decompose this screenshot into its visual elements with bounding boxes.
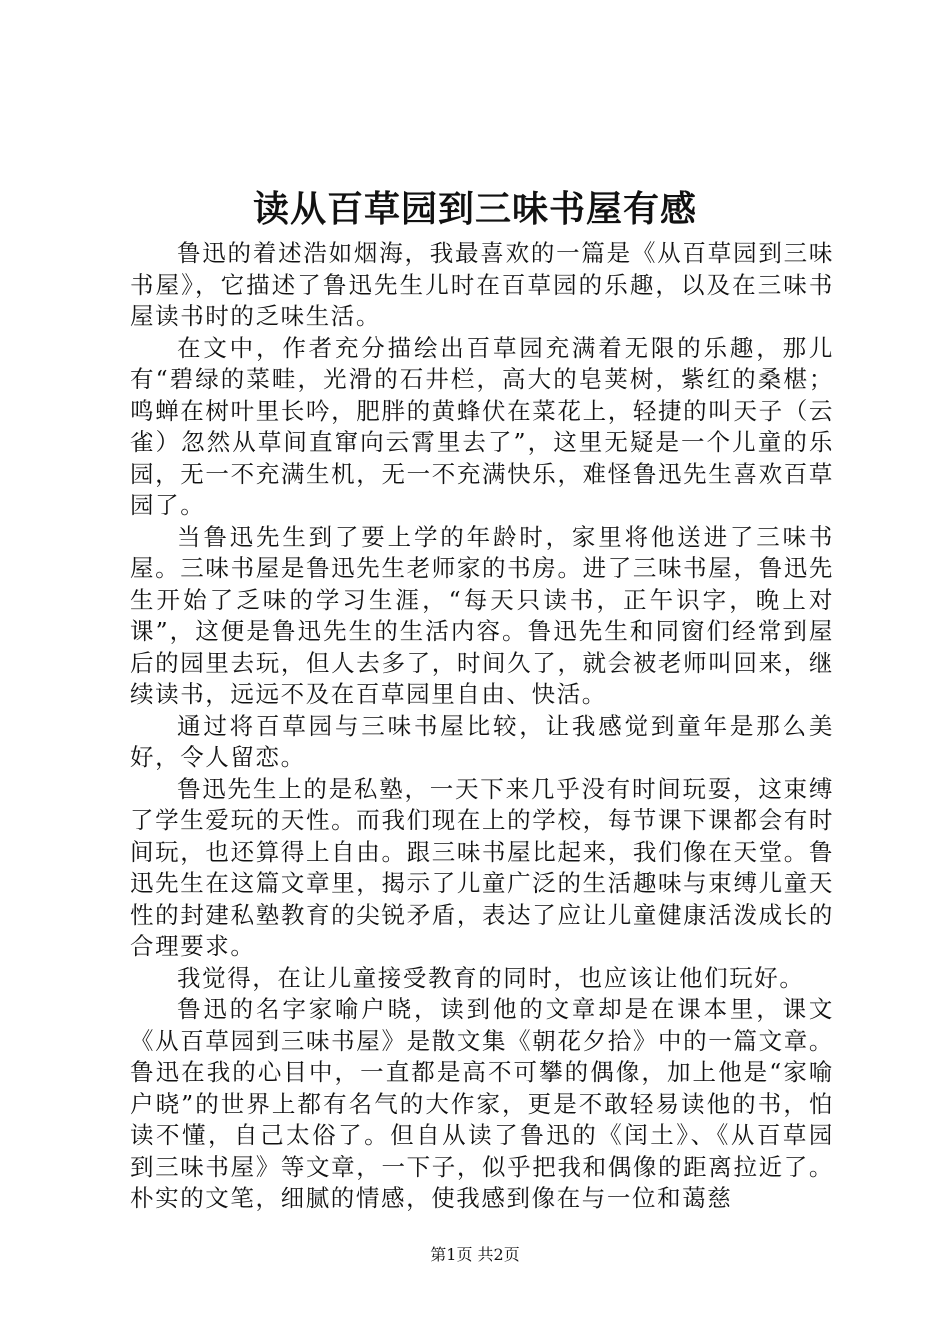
paragraph: 鲁迅先生上的是私塾，一天下来几乎没有时间玩耍，这束缚了学生爱玩的天性。而我们现在上的学校，每节课下课都会有时间玩，也还算得上自由。跟三味书屋比起来，我们像在天堂。鲁迅先生在这篇文章里，揭示了儿童广泛的生活趣味与束缚儿童天性的封建私塾教育的尖锐矛盾，表达了应让儿童健康活泼成长的合理要求。	[130, 774, 834, 960]
paragraph: 鲁迅的着述浩如烟海，我最喜欢的一篇是《从百草园到三味书屋》，它描述了鲁迅先生儿时在百草园的乐趣，以及在三味书屋读书时的乏味生活。	[130, 239, 834, 330]
paragraph: 我觉得，在让儿童接受教育的同时，也应该让他们玩好。	[177, 963, 805, 992]
paragraph: 鲁迅的名字家喻户晓，读到他的文章却是在课本里，课文《从百草园到三味书屋》是散文集《朝花夕拾》中的一篇文章。鲁迅在我的心目中，一直都是高不可攀的偶像，加上他是“家喻户晓”的世界上都有名气的大作家，更是不敢轻易读他的书，怕读不懂，自己太俗了。但自从读了鲁迅的《闰土》、《从百草园到三味书屋》等文章，一下子，似乎把我和偶像的距离拉近了。朴实的文笔，细腻的情感，使我感到像在与一位和蔼慈	[130, 995, 834, 1212]
paragraph: 通过将百草园与三味书屋比较，让我感觉到童年是那么美好，令人留恋。	[130, 711, 834, 771]
page-footer: 第1页 共2页	[430, 1245, 520, 1264]
paragraph: 当鲁迅先生到了要上学的年龄时，家里将他送进了三味书屋。三味书屋是鲁迅先生老师家的书房。进了三味书屋，鲁迅先生开始了乏味的学习生涯，“每天只读书，正午识字，晚上对课”，这便是鲁迅先生的生活内容。鲁迅先生和同窗们经常到屋后的园里去玩，但人去多了，时间久了，就会被老师叫回来，继续读书，远远不及在百草园里自由、快活。	[130, 522, 834, 708]
article-body	[130, 238, 834, 1215]
paragraph: 在文中，作者充分描绘出百草园充满着无限的乐趣，那儿有“碧绿的菜畦，光滑的石井栏，高大的皂荚树，紫红的桑椹；鸣蝉在树叶里长吟，肥胖的黄蜂伏在菜花上，轻捷的叫天子（云雀）忽然从草间直窜向云霄里去了”，这里无疑是一个儿童的乐园，无一不充满生机，无一不充满快乐，难怪鲁迅先生喜欢百草园了。	[130, 333, 834, 519]
page-title: 读从百草园到三味书屋有感	[252, 188, 697, 230]
